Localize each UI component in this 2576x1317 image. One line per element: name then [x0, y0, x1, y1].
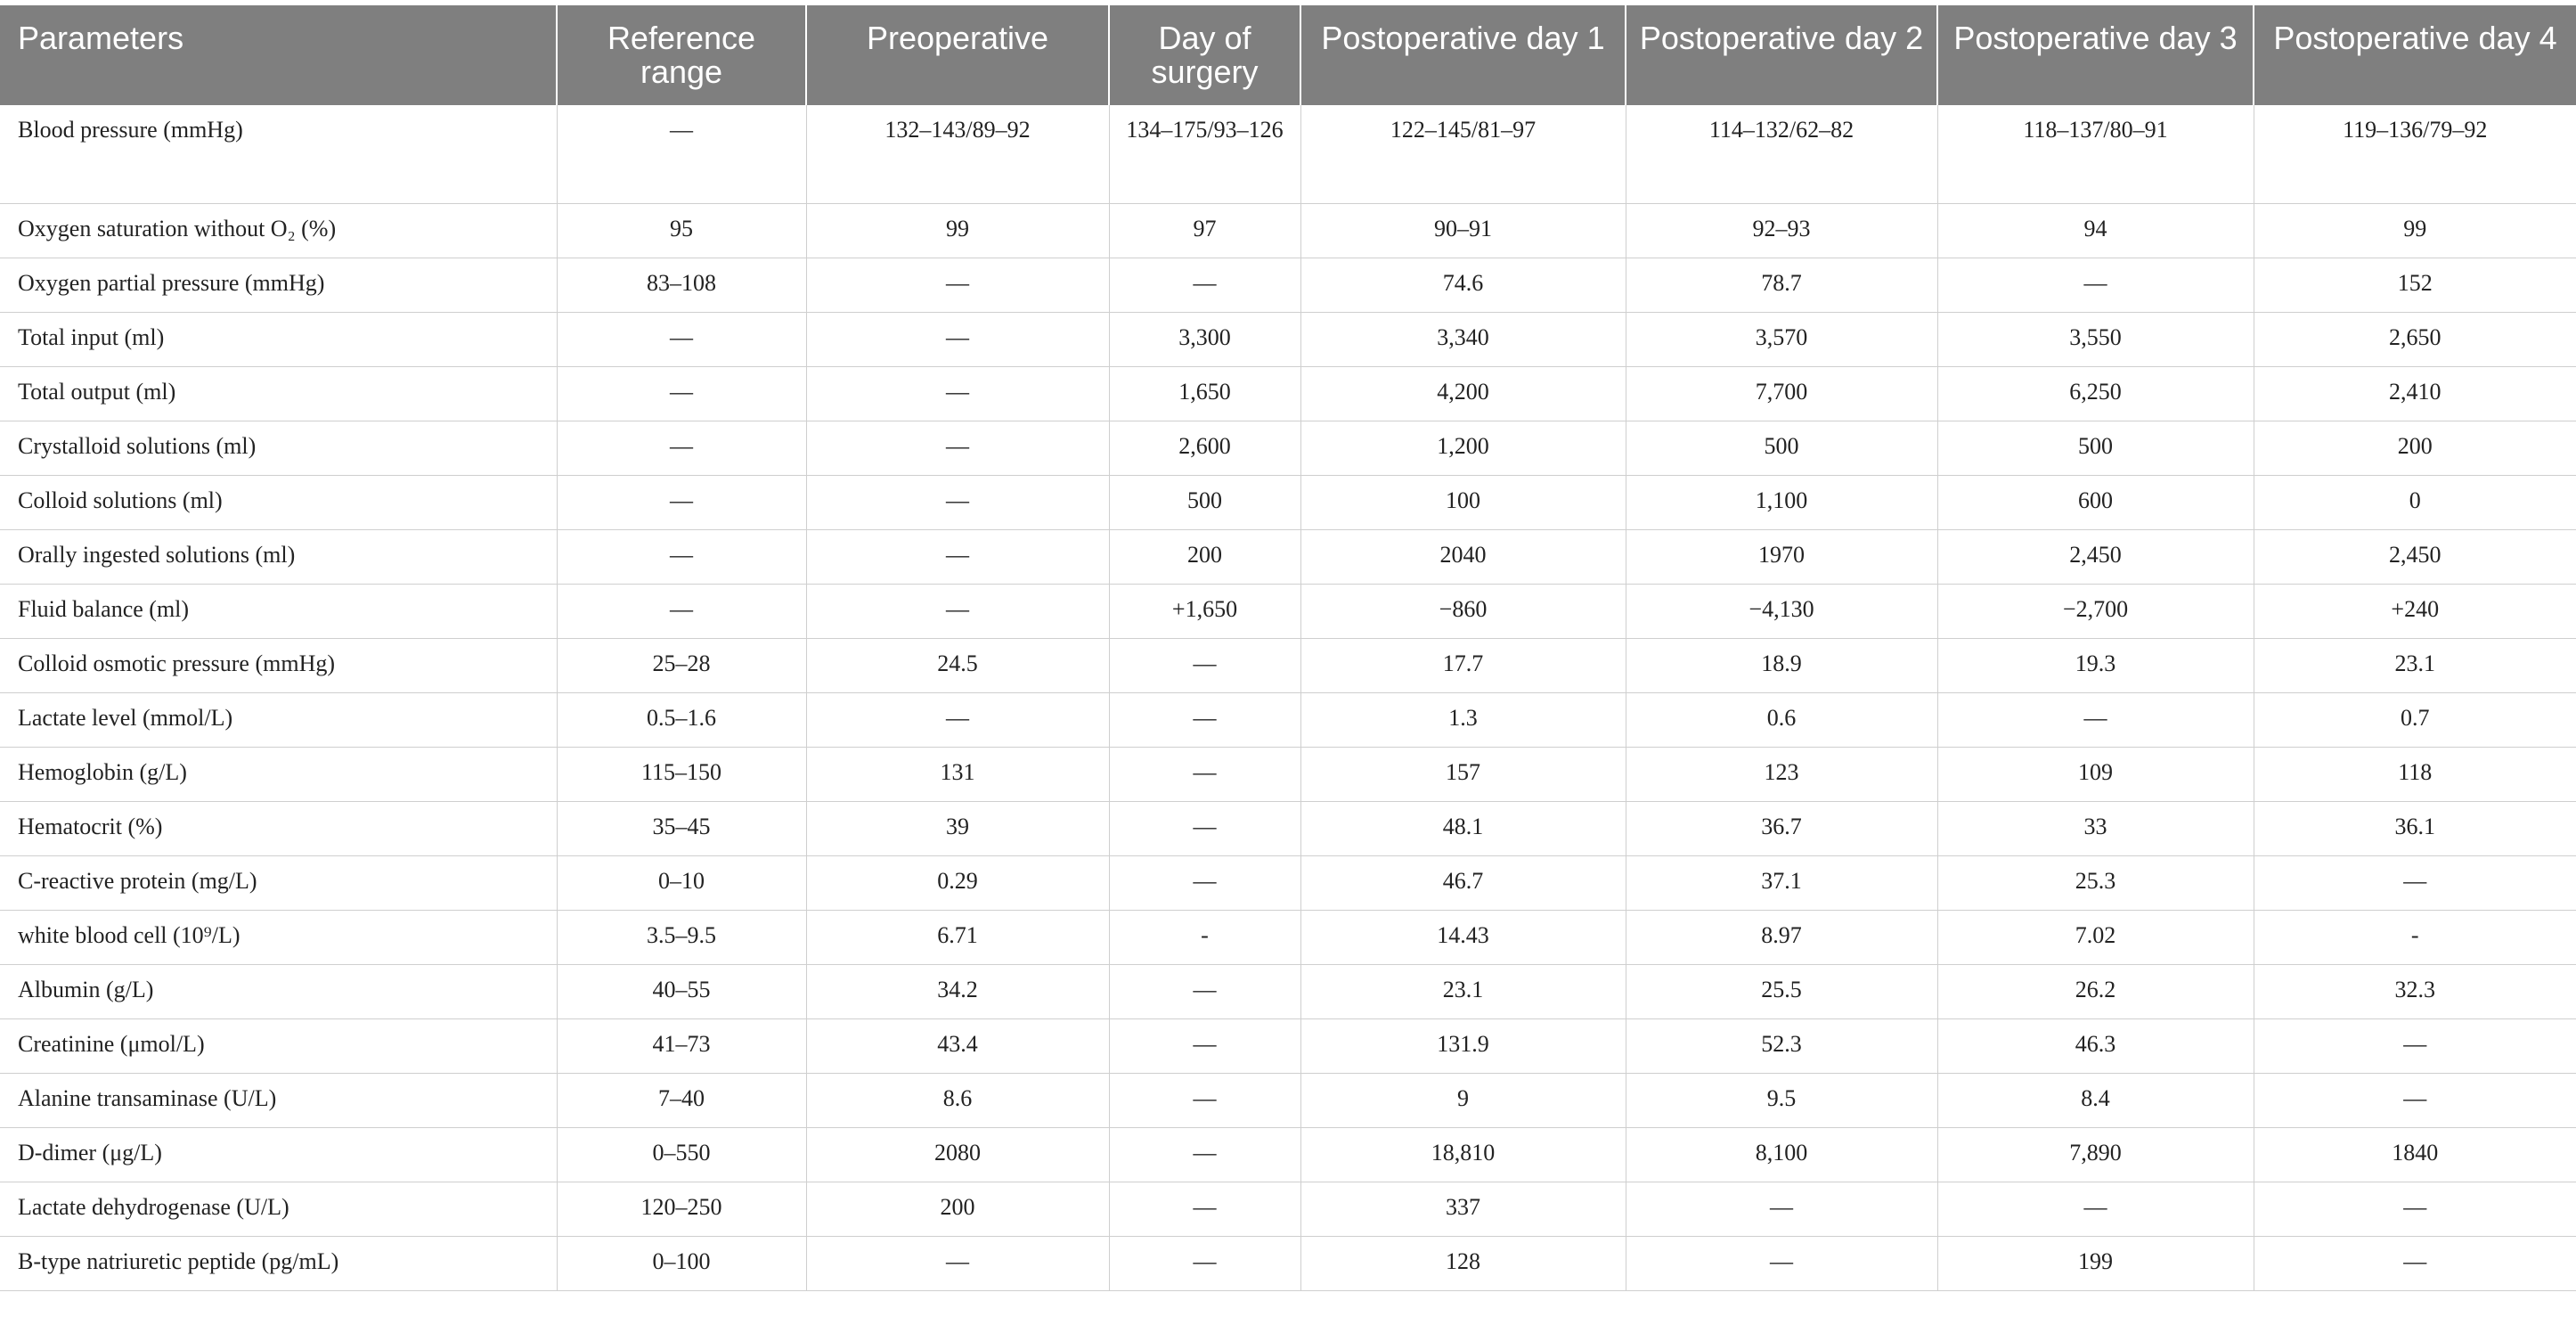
table-cell: 2040 — [1300, 529, 1626, 584]
table-cell: — — [557, 105, 806, 203]
table-cell: 25.3 — [1937, 855, 2254, 910]
table-cell: 97 — [1109, 203, 1300, 258]
table-cell: Colloid osmotic pressure (mmHg) — [0, 638, 557, 692]
table-cell: 18.9 — [1626, 638, 1937, 692]
table-cell: Lactate level (mmol/L) — [0, 692, 557, 747]
table-cell: 0.7 — [2254, 692, 2576, 747]
table-cell: — — [557, 529, 806, 584]
table-cell: 114–132/62–82 — [1626, 105, 1937, 203]
table-cell: — — [1626, 1236, 1937, 1290]
header-row — [0, 5, 2576, 105]
table-cell: Colloid solutions (ml) — [0, 475, 557, 529]
table-cell: 43.4 — [806, 1018, 1109, 1073]
table-cell: 25–28 — [557, 638, 806, 692]
table-cell: 46.3 — [1937, 1018, 2254, 1073]
table-cell: — — [2254, 1018, 2576, 1073]
table-cell: +240 — [2254, 584, 2576, 638]
table-row — [0, 910, 2576, 964]
table-cell: 132–143/89–92 — [806, 105, 1109, 203]
table-row — [0, 366, 2576, 421]
table-cell: 118–137/80–91 — [1937, 105, 2254, 203]
table-cell: — — [806, 421, 1109, 475]
table-cell: — — [806, 692, 1109, 747]
table-cell: 100 — [1300, 475, 1626, 529]
table-row — [0, 855, 2576, 910]
table-cell: 33 — [1937, 801, 2254, 855]
table-cell: 74.6 — [1300, 258, 1626, 312]
table-cell: 200 — [806, 1182, 1109, 1236]
table-cell: — — [1109, 855, 1300, 910]
table-cell: — — [806, 258, 1109, 312]
table-cell: — — [1109, 1182, 1300, 1236]
table-cell: 131.9 — [1300, 1018, 1626, 1073]
table-cell: 24.5 — [806, 638, 1109, 692]
table-cell: 26.2 — [1937, 964, 2254, 1018]
table-cell: 500 — [1109, 475, 1300, 529]
table-cell: white blood cell (10⁹/L) — [0, 910, 557, 964]
table-cell: 600 — [1937, 475, 2254, 529]
header-postoperative-day-2: Postoperative day 2 — [1626, 5, 1937, 105]
table-cell: 4,200 — [1300, 366, 1626, 421]
table-cell: 8,100 — [1626, 1127, 1937, 1182]
table-cell: 128 — [1300, 1236, 1626, 1290]
header-parameters: Parameters — [0, 5, 557, 105]
table-row — [0, 1182, 2576, 1236]
table-cell: — — [806, 529, 1109, 584]
table-cell: Total output (ml) — [0, 366, 557, 421]
table-row — [0, 421, 2576, 475]
table-cell: D-dimer (μg/L) — [0, 1127, 557, 1182]
table-cell: 6.71 — [806, 910, 1109, 964]
table-cell: −860 — [1300, 584, 1626, 638]
table-cell: — — [557, 475, 806, 529]
table-cell: 0–10 — [557, 855, 806, 910]
table-row — [0, 964, 2576, 1018]
table-cell: — — [557, 366, 806, 421]
table-cell: — — [557, 584, 806, 638]
table-cell: 14.43 — [1300, 910, 1626, 964]
table-cell: - — [1109, 910, 1300, 964]
table-cell: −2,700 — [1937, 584, 2254, 638]
table-cell: - — [2254, 910, 2576, 964]
table-cell: 120–250 — [557, 1182, 806, 1236]
table-cell: 1.3 — [1300, 692, 1626, 747]
table-cell: 37.1 — [1626, 855, 1937, 910]
table-cell: 2,600 — [1109, 421, 1300, 475]
table-cell: 7.02 — [1937, 910, 2254, 964]
table-cell: 9.5 — [1626, 1073, 1937, 1127]
table-cell: 90–91 — [1300, 203, 1626, 258]
table-cell: — — [806, 584, 1109, 638]
table-cell: 8.97 — [1626, 910, 1937, 964]
table-cell: 2,650 — [2254, 312, 2576, 366]
table-row — [0, 584, 2576, 638]
table-row — [0, 692, 2576, 747]
table-cell: — — [2254, 855, 2576, 910]
table-cell: 134–175/93–126 — [1109, 105, 1300, 203]
table-row — [0, 801, 2576, 855]
table-cell: — — [1109, 258, 1300, 312]
table-cell: 99 — [2254, 203, 2576, 258]
table-cell: 83–108 — [557, 258, 806, 312]
table-cell: — — [806, 1236, 1109, 1290]
table-cell: 200 — [2254, 421, 2576, 475]
table-row — [0, 258, 2576, 312]
table-cell: −4,130 — [1626, 584, 1937, 638]
table-cell: — — [1109, 964, 1300, 1018]
table-cell: Albumin (g/L) — [0, 964, 557, 1018]
table-cell: 131 — [806, 747, 1109, 801]
table-cell: 200 — [1109, 529, 1300, 584]
clinical-parameters-table — [0, 5, 2576, 1291]
table-cell: — — [1937, 1182, 2254, 1236]
table-row — [0, 529, 2576, 584]
table-cell: 500 — [1937, 421, 2254, 475]
table-cell: 3,570 — [1626, 312, 1937, 366]
header-postoperative-day-1: Postoperative day 1 — [1300, 5, 1626, 105]
table-row — [0, 638, 2576, 692]
table-cell: — — [1109, 638, 1300, 692]
table-cell: 119–136/79–92 — [2254, 105, 2576, 203]
table-cell: 157 — [1300, 747, 1626, 801]
table-cell: 95 — [557, 203, 806, 258]
header-preoperative: Preoperative — [806, 5, 1109, 105]
table-cell: 3,550 — [1937, 312, 2254, 366]
table-cell: Oxygen partial pressure (mmHg) — [0, 258, 557, 312]
table-cell: 3.5–9.5 — [557, 910, 806, 964]
table-cell: 0–550 — [557, 1127, 806, 1182]
table-cell: 3,340 — [1300, 312, 1626, 366]
table-cell: Oxygen saturation without O₂ (%) — [0, 203, 557, 258]
table-cell: Alanine transaminase (U/L) — [0, 1073, 557, 1127]
table-cell: — — [557, 421, 806, 475]
table-cell: — — [1109, 692, 1300, 747]
table-cell: 123 — [1626, 747, 1937, 801]
table-cell: 23.1 — [2254, 638, 2576, 692]
table-cell: 118 — [2254, 747, 2576, 801]
table-row — [0, 1073, 2576, 1127]
table-cell: — — [2254, 1073, 2576, 1127]
table-cell: 152 — [2254, 258, 2576, 312]
table-cell: 9 — [1300, 1073, 1626, 1127]
table-cell: 2,410 — [2254, 366, 2576, 421]
table-row — [0, 312, 2576, 366]
table-row — [0, 475, 2576, 529]
table-cell: 1970 — [1626, 529, 1937, 584]
table-cell: 115–150 — [557, 747, 806, 801]
table-cell: 78.7 — [1626, 258, 1937, 312]
table-cell: — — [1937, 258, 2254, 312]
table-cell: — — [806, 366, 1109, 421]
table-cell: 7–40 — [557, 1073, 806, 1127]
table-cell: 7,700 — [1626, 366, 1937, 421]
table-cell: 109 — [1937, 747, 2254, 801]
table-cell: 0 — [2254, 475, 2576, 529]
table-cell: — — [2254, 1236, 2576, 1290]
table-cell: 18,810 — [1300, 1127, 1626, 1182]
table-cell: 8.4 — [1937, 1073, 2254, 1127]
table-row — [0, 747, 2576, 801]
table-cell: 34.2 — [806, 964, 1109, 1018]
table-cell: 40–55 — [557, 964, 806, 1018]
table-row — [0, 203, 2576, 258]
table-cell: — — [2254, 1182, 2576, 1236]
table-cell: 17.7 — [1300, 638, 1626, 692]
table-cell: — — [1937, 692, 2254, 747]
table-cell: — — [806, 475, 1109, 529]
table-cell: 2,450 — [2254, 529, 2576, 584]
table-cell: 1,200 — [1300, 421, 1626, 475]
table-cell: 36.7 — [1626, 801, 1937, 855]
table-cell: 32.3 — [2254, 964, 2576, 1018]
table-row — [0, 105, 2576, 203]
table-cell: 36.1 — [2254, 801, 2576, 855]
table-cell: 6,250 — [1937, 366, 2254, 421]
table-cell: 1840 — [2254, 1127, 2576, 1182]
table-cell: 39 — [806, 801, 1109, 855]
header-postoperative-day-4: Postoperative day 4 — [2254, 5, 2576, 105]
table-cell: 1,650 — [1109, 366, 1300, 421]
table-cell: 1,100 — [1626, 475, 1937, 529]
table-cell: Lactate dehydrogenase (U/L) — [0, 1182, 557, 1236]
table-cell: 0.5–1.6 — [557, 692, 806, 747]
table-cell: 94 — [1937, 203, 2254, 258]
table-cell: Hematocrit (%) — [0, 801, 557, 855]
table-cell: 0–100 — [557, 1236, 806, 1290]
table-cell: — — [1109, 1073, 1300, 1127]
table-cell: — — [1109, 1018, 1300, 1073]
table-cell: 99 — [806, 203, 1109, 258]
table-cell: 41–73 — [557, 1018, 806, 1073]
table-cell: 46.7 — [1300, 855, 1626, 910]
table-row — [0, 1127, 2576, 1182]
table-cell: Total input (ml) — [0, 312, 557, 366]
table-cell: — — [806, 312, 1109, 366]
table-cell: — — [1109, 1127, 1300, 1182]
table-cell: — — [1109, 747, 1300, 801]
table-cell: 500 — [1626, 421, 1937, 475]
table-cell: — — [1109, 1236, 1300, 1290]
table-cell: 52.3 — [1626, 1018, 1937, 1073]
table-cell: Hemoglobin (g/L) — [0, 747, 557, 801]
table-cell: — — [1109, 801, 1300, 855]
table-cell: 2080 — [806, 1127, 1109, 1182]
table-cell: Orally ingested solutions (ml) — [0, 529, 557, 584]
table-cell: 25.5 — [1626, 964, 1937, 1018]
table-cell: 92–93 — [1626, 203, 1937, 258]
table-cell: 7,890 — [1937, 1127, 2254, 1182]
header-reference-range: Reference range — [557, 5, 806, 105]
table-cell: — — [1626, 1182, 1937, 1236]
header-day-of-surgery: Day of surgery — [1109, 5, 1300, 105]
table-cell: 3,300 — [1109, 312, 1300, 366]
table-cell: B-type natriuretic peptide (pg/mL) — [0, 1236, 557, 1290]
table-cell: 0.6 — [1626, 692, 1937, 747]
table-cell: C-reactive protein (mg/L) — [0, 855, 557, 910]
header-postoperative-day-3: Postoperative day 3 — [1937, 5, 2254, 105]
table-row — [0, 1236, 2576, 1290]
table-cell: Creatinine (μmol/L) — [0, 1018, 557, 1073]
table-cell: — — [557, 312, 806, 366]
table-cell: 199 — [1937, 1236, 2254, 1290]
table-cell: 0.29 — [806, 855, 1109, 910]
table-cell: 2,450 — [1937, 529, 2254, 584]
table-cell: Fluid balance (ml) — [0, 584, 557, 638]
table-cell: +1,650 — [1109, 584, 1300, 638]
table-cell: Blood pressure (mmHg) — [0, 105, 557, 203]
table-cell: 337 — [1300, 1182, 1626, 1236]
table-cell: 19.3 — [1937, 638, 2254, 692]
table-cell: 48.1 — [1300, 801, 1626, 855]
table-cell: 23.1 — [1300, 964, 1626, 1018]
table-cell: 35–45 — [557, 801, 806, 855]
table-row — [0, 1018, 2576, 1073]
table-cell: Crystalloid solutions (ml) — [0, 421, 557, 475]
table-cell: 8.6 — [806, 1073, 1109, 1127]
table-cell: 122–145/81–97 — [1300, 105, 1626, 203]
